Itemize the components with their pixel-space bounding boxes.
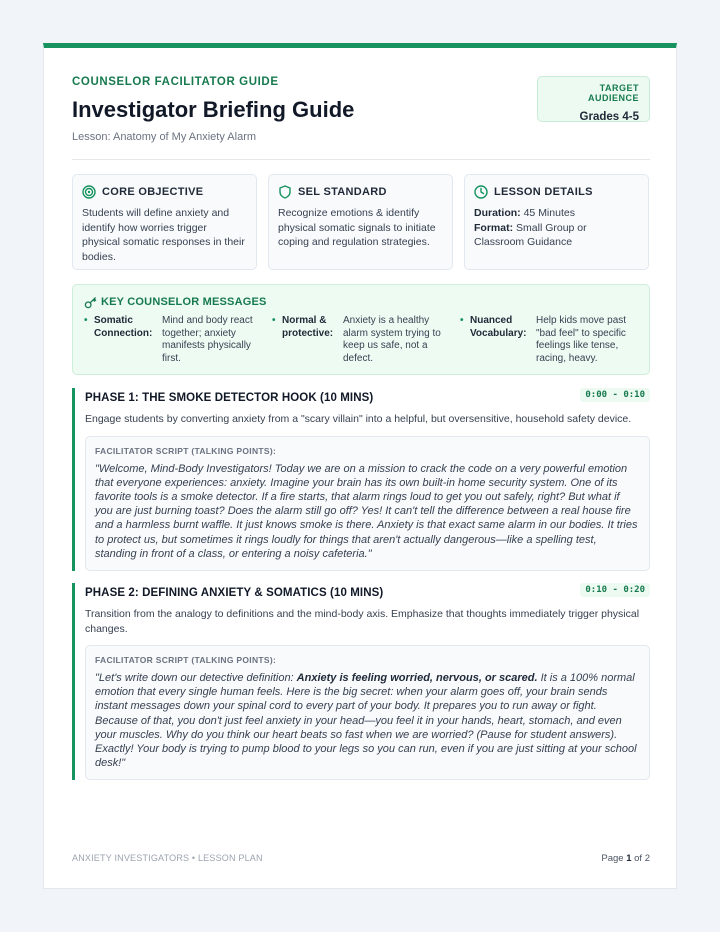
phase-2-title: PHASE 2: DEFINING ANXIETY & SOMATICS (10 MINS)	[85, 587, 384, 599]
message-key: Nuanced Vocabulary:	[470, 315, 527, 339]
sel-standard-card	[268, 174, 453, 270]
messages-title: KEY COUNSELOR MESSAGES	[101, 296, 267, 308]
message-text: Help kids move past "bad feel" to specific feelings like tense, racing, heavy.	[536, 315, 627, 364]
core-objective-card	[72, 174, 257, 270]
phase-1-title: PHASE 1: THE SMOKE DETECTOR HOOK (10 MINS)	[85, 392, 374, 404]
audience-label: TARGET AUDIENCE	[587, 83, 639, 103]
script-text: "Welcome, Mind-Body Investigators! Today we are on a mission to crack the code on a very powerful emotion that everyone experiences: anxiety. Imagine your brain has its own built-in home security system. One of its favorite tools is a smoke detector. If a fire starts, that alarm rings loud to get you out safely, right? But what if you are just burning toast? Does the alarm still go off? Yes! It can't tell the difference between a real house fire and a harmless burnt waffle. It just knows smoke is there. Anxiety is that exact same alarm in our bodies. It tries to protect us, but sometimes it rings loudly for things that aren't actually dangerous—like a spelling test, standing in front of a class, or entering a noisy cafeteria."	[95, 462, 638, 560]
anxiety-definition: Anxiety is feeling worried, nervous, or scared.	[296, 672, 538, 684]
message-key: Normal & protective:	[282, 315, 334, 339]
sel-standard-body: Recognize emotions & identify physical somatic signals to initiate coping and regulation strategies.	[278, 207, 436, 248]
lesson-details-body	[474, 206, 639, 250]
phase-2-section	[72, 583, 650, 780]
page-title: Investigator Briefing Guide	[72, 97, 355, 122]
lesson-page	[43, 43, 677, 889]
message-text: Anxiety is a healthy alarm system trying to keep us safe, not a defect.	[343, 315, 441, 364]
lesson-details-card	[464, 174, 649, 270]
page-number: Page 1 of 2	[601, 853, 650, 864]
target-icon	[82, 185, 96, 199]
phase-1-description: Engage students by converting anxiety from a "scary villain" into a helpful, but oversensitive, household safety device.	[85, 413, 632, 425]
key-icon	[84, 296, 97, 309]
phase-2-script	[85, 645, 650, 780]
clock-icon	[474, 185, 488, 199]
message-item: • Nuanced Vocabulary: Help kids move past "bad feel" to specific feelings like tense, racing, heavy.	[460, 315, 640, 365]
phase-2-description: Transition from the analogy to definitions and the mind-body axis. Emphasize that thoughts immediately trigger physical changes.	[85, 608, 640, 635]
footer-label: ANXIETY INVESTIGATORS • LESSON PLAN	[72, 853, 263, 863]
script-label: FACILITATOR SCRIPT (TALKING POINTS):	[95, 445, 277, 456]
summary-cards	[72, 174, 650, 270]
format-label: Format:	[474, 221, 514, 234]
phase-1-section	[72, 388, 650, 571]
phase-1-time-badge: 0:00 - 0:10	[580, 388, 650, 402]
message-item: • Somatic Connection: Mind and body react together; anxiety manifests physically first.	[84, 315, 264, 365]
duration-value: 45 Minutes	[523, 207, 575, 219]
key-counselor-messages	[72, 284, 650, 375]
message-text: Mind and body react together; anxiety manifests physically first.	[162, 315, 253, 364]
message-key: Somatic Connection:	[94, 315, 153, 339]
core-objective-body: Students will define anxiety and identify how worries trigger physical somatic responses in their bodies.	[82, 207, 245, 263]
shield-icon	[278, 185, 292, 199]
script-label: FACILITATOR SCRIPT (TALKING POINTS):	[95, 655, 277, 665]
core-objective-title: CORE OBJECTIVE	[102, 186, 204, 198]
audience-value: Grades 4-5	[579, 111, 639, 123]
duration-label: Duration:	[474, 207, 521, 219]
target-audience-badge	[537, 76, 650, 122]
page-header	[72, 76, 650, 160]
guide-eyebrow: COUNSELOR FACILITATOR GUIDE	[72, 76, 279, 88]
phase-2-time-badge: 0:10 - 0:20	[580, 583, 650, 597]
phase-1-script	[85, 436, 650, 571]
message-item: • Normal & protective: Anxiety is a healthy alarm system trying to keep us safe, not a defect.	[272, 315, 456, 365]
lesson-subtitle: Lesson: Anatomy of My Anxiety Alarm	[72, 131, 257, 143]
script-text: "Let's write down our detective definition: Anxiety is feeling worried, nervous, or scared. It is a 100% normal emotion that every single human feels. Here is the big secret: when your alarm goes off, your brain sends instant messages down your spinal cord to every part of your body. It prepares you to run away or fight. Because of that, you don't just feel anxiety in your head—you feel it in your hands, heart, stomach, and even your muscles. Why do you think our heart beats so fast when we are worried? (Pause for student answers). Exactly! Your body is trying to pump blood to your legs so you can run, even if you are just sitting at your school desk!"	[95, 672, 637, 770]
format-value: Small Group or Classroom Guidance	[474, 221, 587, 248]
page-footer	[72, 853, 650, 867]
lesson-details-title: LESSON DETAILS	[494, 186, 593, 198]
sel-standard-title: SEL STANDARD	[298, 186, 387, 198]
